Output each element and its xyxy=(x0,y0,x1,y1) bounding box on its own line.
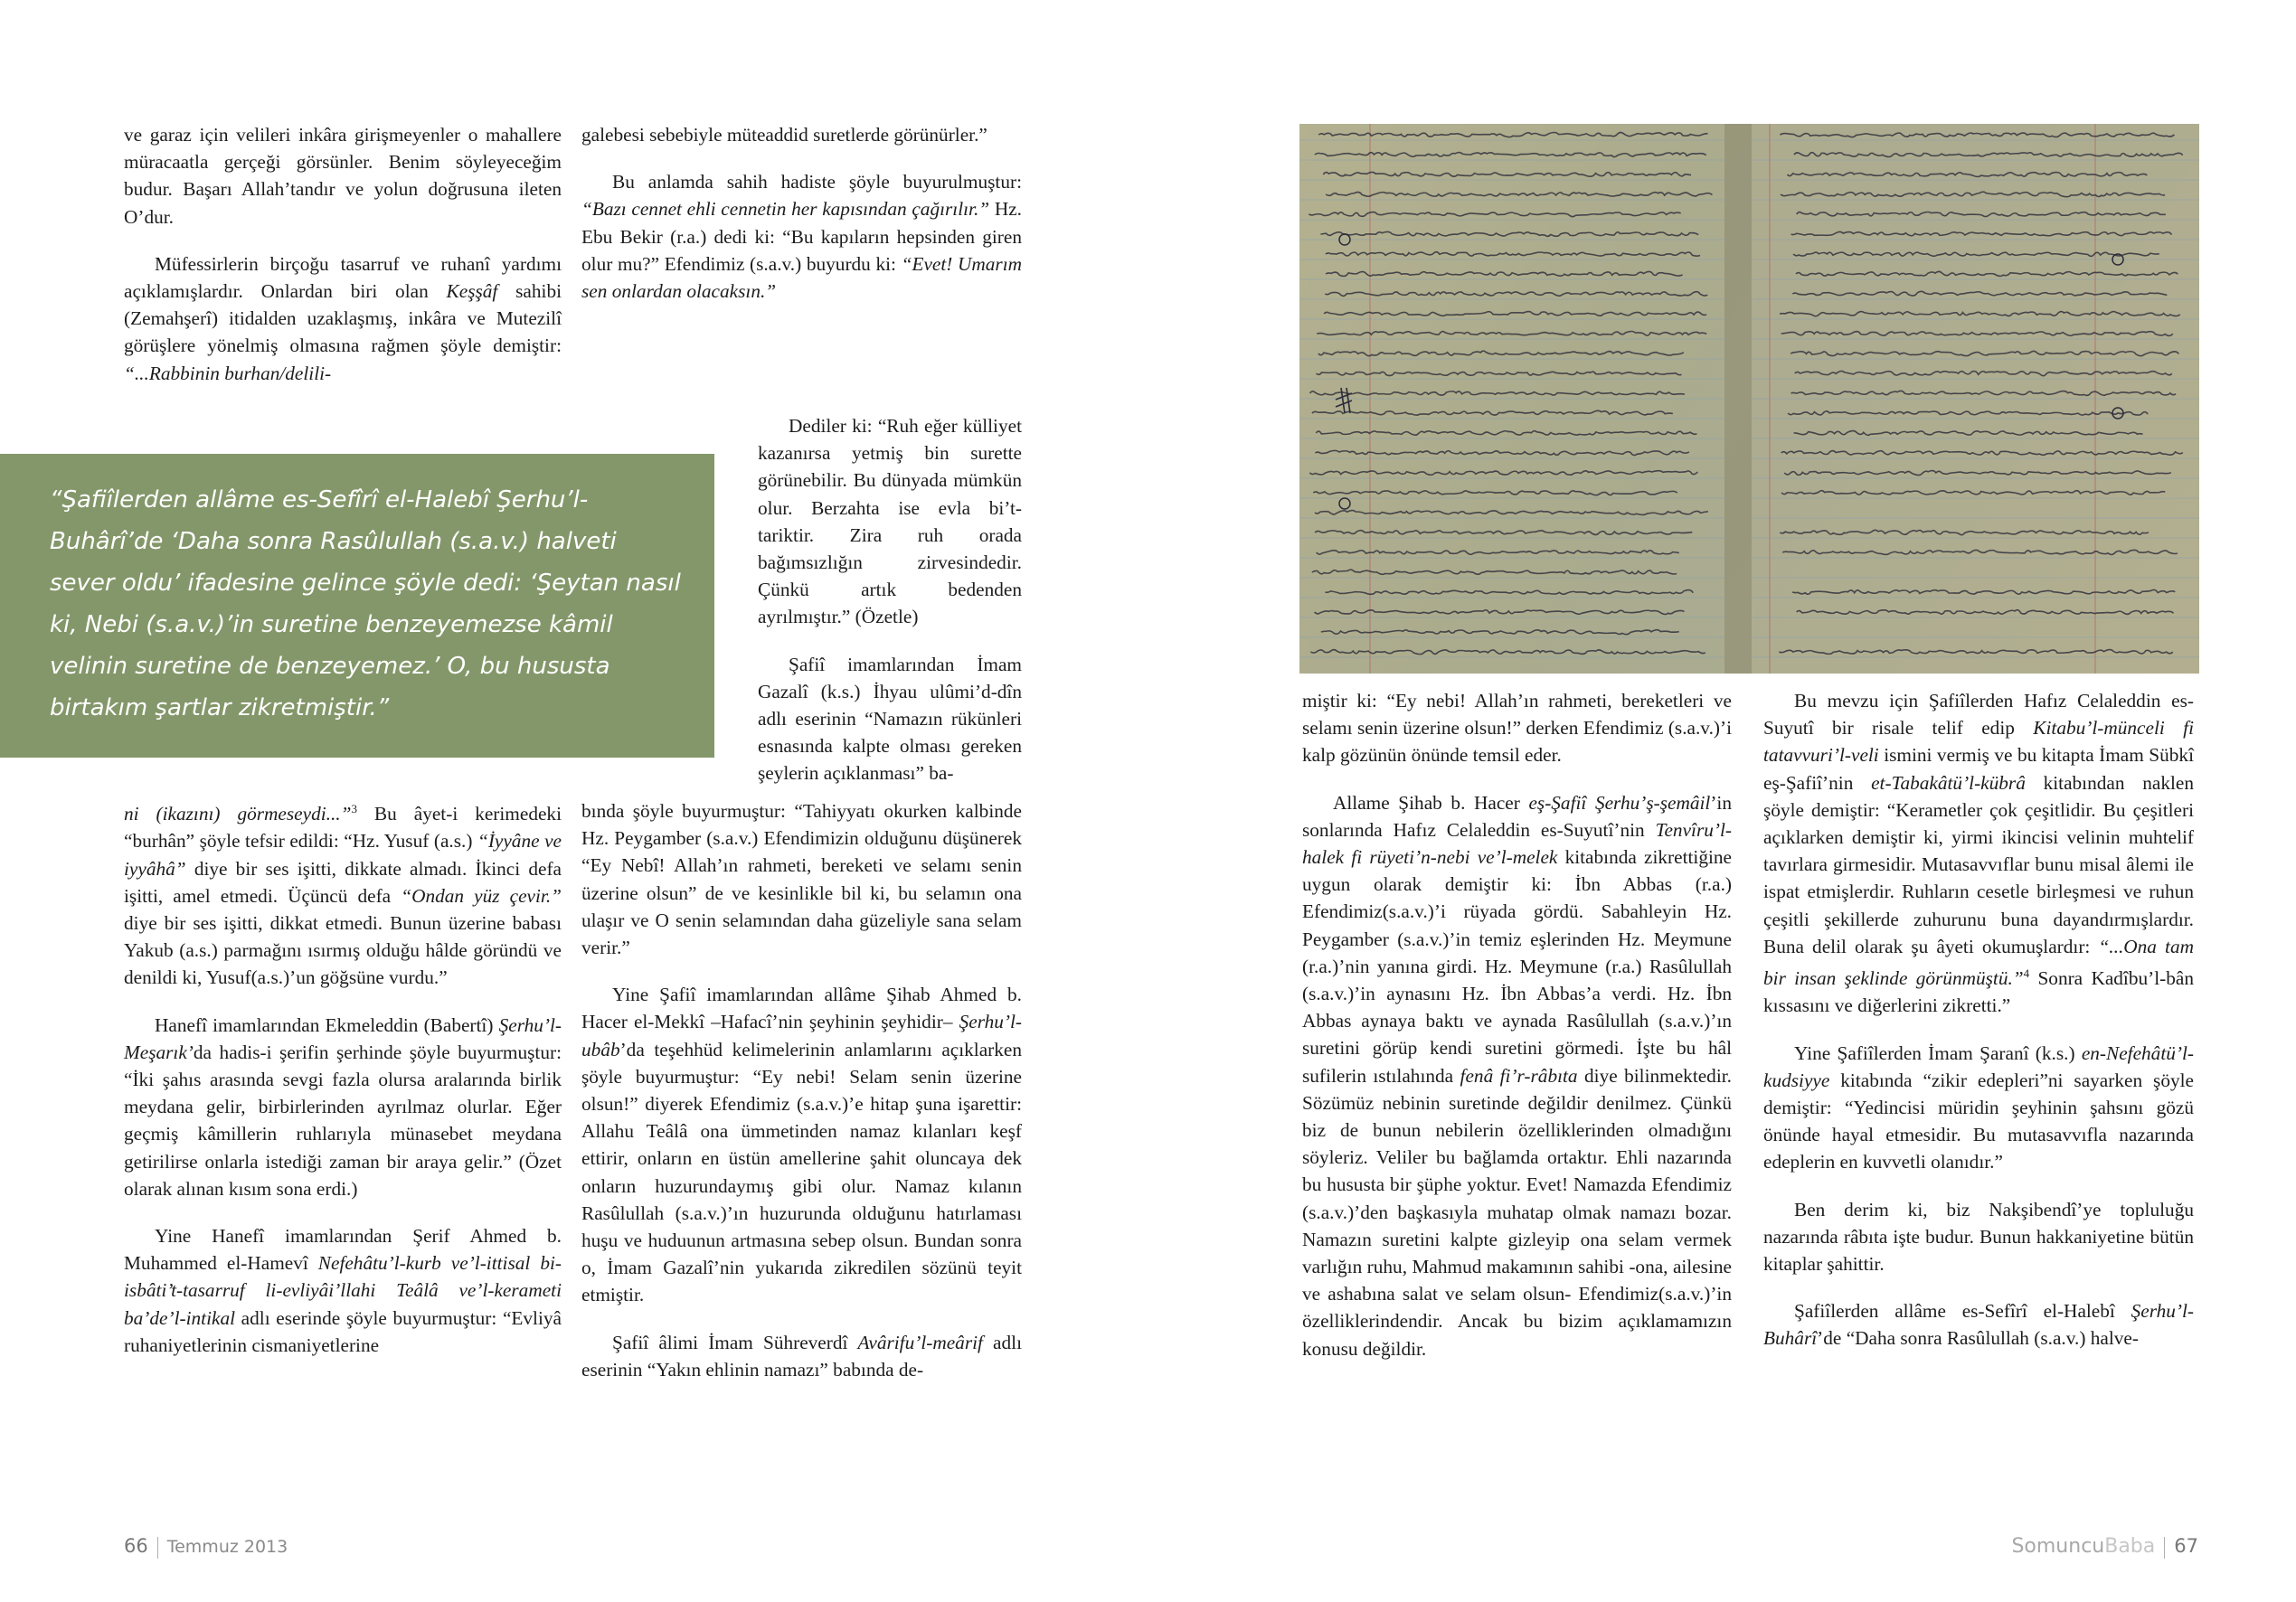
italic-text: Şerhu’l-Meşarık’ xyxy=(124,1013,562,1063)
manuscript-photo xyxy=(1299,124,2199,674)
left-folio xyxy=(124,1535,288,1559)
text-run: sahibi (Zemahşerî) itidalden uzaklaşmış, inkâra ve Mutezilî görüşlere yönelmiş olmasına rağmen şöyle demiştir: xyxy=(124,280,562,357)
italic-text: et-Tabakâtü’l-kübrâ xyxy=(1871,771,2026,794)
text-run: Şafiî imamlarından İmam Gazalî (k.s.) İhyau ulûmi’d-dîn adlı eserinin “Namazın rükünleri esnasında kalpte olması gereken şeylerin açıklanması” ba- xyxy=(758,653,1022,785)
text-run: galebesi sebebiyle müteaddid suretlerde görünürler.” xyxy=(581,124,987,146)
manuscript-drawing xyxy=(1299,124,2199,674)
text-run: Allame Şihab b. Hacer xyxy=(1333,791,1529,814)
left-page-number: 66 xyxy=(124,1535,148,1557)
italic-text: “...Ona tam bir insan şeklinde görünmüştü.” xyxy=(1763,935,2194,990)
left-page-column-2-middle xyxy=(758,412,1022,787)
text-run: Dediler ki: “Ruh eğer külliyet kazanırsa yetmiş bin surette görünebilir. Bu dünyada mümkün olur. Berzahta ise evla bi’t-tariktir. Zira ruh orada bağımsızlığın zirvesindedir. Çünkü artık bedenden ayrılmıştır.” (Özetle) xyxy=(758,415,1022,628)
paragraph xyxy=(124,1012,562,1202)
issue-date: Temmuz 2013 xyxy=(166,1537,288,1557)
italic-text: Tenvîru’l-halek fi rüyeti’n-nebi ve’l-melek xyxy=(1302,818,1732,869)
text-run: adlı eserinde şöyle buyurmuştur: “Evliyâ ruhaniyetlerinin cismaniyetlerine xyxy=(124,1306,562,1356)
italic-text: “Evet! Umarım sen onlardan olacaksın.” xyxy=(581,252,1022,303)
footnote-marker: 4 xyxy=(2023,966,2030,981)
text-run: kitabında “zikir edepleri”ni sayarken şöyle demiştir: “Yedincisi müridin şeyhinin şahsını gözü önünde hayal etmesidir. Bu mutasavvıfla nazarında edeplerin en kuvvetli olanıdır.” xyxy=(1763,1069,2194,1173)
text-run: Yine Şafiî imamlarından allâme Şihab Ahmed b. Hacer el-Mekkî –Hafacî’nin şeyhinin şeyhidir– xyxy=(581,984,1022,1033)
italic-text: “...Rabbinin burhan/delili- xyxy=(124,362,332,384)
italic-text: Nefehâtu’l-kurb ve’l-ittisal bi-isbâti’t-tasarruf li-evliyâi’llahi Teâlâ ve’l-kerameti ba’de’l-intikal xyxy=(124,1252,562,1329)
left-page-column-1-top xyxy=(124,121,562,387)
text-run: diye bir ses işitti, dikkat etmedi. Bunun üzerine babası Yakub (a.s.) parmağını ısırmış olduğu hâlde göründü ve denildi ki, Yusuf(a.s.)’un göğsüne vurdu.” xyxy=(124,911,562,989)
italic-text: Avârifu’l-meârif xyxy=(857,1331,983,1353)
text-run: kitabında zikrettiğine uygun olarak demiştir ki: İbn Abbas (r.a.) Efendimiz(s.a.v.)’i rüyada gördü. Sabahleyin Hz. Peygamber (s.a.v.)’in temiz eşlerinden Hz. Meymune (r.a.)’nin yanına girdi. Hz. Meymune (r.a.) Rasûlullah (s.a.v.)’in aynasını Hz. İbn Abbas’a verdi. Hz. İbn Abbas aynaya baktı ve aynada Rasûlullah (s.a.v.)’ın suretini görüp kendi suretini görmedi. İşte bu hâl sufilerin ıstılahında xyxy=(1302,846,1732,1087)
text-run: Sonra Kadîbu’l-bân kıssasını ve diğerlerini zikretti.” xyxy=(1763,967,2194,1017)
paragraph xyxy=(1763,1196,2194,1278)
paragraph xyxy=(758,651,1022,787)
text-run: ismini vermiş ve bu kitapta İmam Sübkî eş-Şafiî’nin xyxy=(1763,744,2194,794)
paragraph xyxy=(1302,789,1732,1362)
italic-text: en-Nefehâtü’l-kudsiyye xyxy=(1763,1041,2194,1091)
paragraph xyxy=(1763,687,2194,1020)
italic-text: Şerhu’l-ubâb xyxy=(581,1011,1022,1060)
text-run: Yine Şafiîlerden İmam Şaranî (k.s.) xyxy=(1794,1041,2082,1064)
paragraph xyxy=(758,412,1022,631)
paragraph xyxy=(124,1222,562,1359)
right-page-column-1 xyxy=(1302,687,1732,1362)
paragraph xyxy=(1302,687,1732,769)
pull-quote: “Şafiîlerden allâme es-Sefîrî el-Halebî Şerhu’l-Buhârî’de ‘Daha sonra Rasûlullah (s.a.v.) halveti sever oldu’ ifadesine gelince şöyle dedi: ‘Şeytan nasıl ki, Nebi (s.a.v.)’in suretine benzeyemezse kâmil velinin suretine de benzeyemez.’ O, bu hususta birtakım şartlar zikretmiştir.” xyxy=(0,454,714,758)
text-run: diye bilinmektedir. Sözümüz nebinin suretinde değildir denilmez. Çünkü biz de bunun nebilerin özelliklerinden olmadığını söyleriz. Veliler bu bağlamda ortaktır. Ehli nazarında bu hususta bir şüphe yoktur. Evet! Namazda Efendimiz (s.a.v.)’den başkasıyla muhatap olmak namazı bozar. Namazın suretini kalpte gizleyip ona selam vermek varlığın ruhu, Mahmud makamının sahibi -ona, ailesine ve ashabına salat ve selam olsun- Efendimiz(s.a.v.)’in özelliklerindendir. Ancak bu bizim açıklamamızın konusu değildir. xyxy=(1302,1064,1732,1360)
text-run: Hz. Ebu Bekir (r.a.) dedi ki: “Bu kapıların hepsinden giren olur mu?” Efendimiz (s.a.v.) buyurdu ki: xyxy=(581,198,1023,275)
folio-divider xyxy=(2164,1537,2165,1559)
text-run: kitabından naklen şöyle demiştir: “Kerametler çok çeşitlidir. Bu çeşitleri açıklarken demiştir ki, yirmi ikincisi velinin muhtelif tavırlara girmesidir. Mutasavvıflar bunu misal âlemi ile ispat etmişlerdir. Ruhların cesetle birleşmesi ve ruhun çeşitli şekillerde zuhurunu buna dayandırmışlardır. Buna delil olarak şu âyeti okumuşlardır: xyxy=(1763,771,2194,957)
text-run: Şafiî âlimi İmam Sühreverdî xyxy=(612,1331,858,1353)
text-run: Yine Hanefî imamlarından Şerif Ahmed b. Muhammed el-Hamevî xyxy=(124,1224,562,1275)
italic-text: eş-Şafiî Şerhu’ş-şemâil xyxy=(1528,791,1711,814)
text-run: ’in sonlarında Hafız Celaleddin es-Suyutî’nin xyxy=(1302,791,1732,841)
paragraph xyxy=(1763,1297,2194,1352)
text-run: bında şöyle buyurmuştur: “Tahiyyatı okurken kalbinde Hz. Peygamber (s.a.v.) Efendimizin olduğunu düşünerek “Ey Nebî! Allah’ın rahmeti, bereketi ve selamı senin üzerine olsun” de ve kesinlikle bil ki, bu selamın ona ulaşır ve O senin selamından daha güzeliyle sana selam verir.” xyxy=(581,800,1022,959)
text-run: ’de “Daha sonra Rasûlullah (s.a.v.) halve- xyxy=(1817,1327,2139,1350)
italic-text: “İyyâne ve iyyâhâ” xyxy=(124,830,562,880)
text-run: miştir ki: “Ey nebi! Allah’ın rahmeti, bereketleri ve selamı senin üzerine olsun!” derken Efendimiz (s.a.v.)’i kalp gözünün önünde temsil eder. xyxy=(1302,690,1732,767)
text-run: Hanefî imamlarından Ekmeleddin (Babertî) xyxy=(155,1013,499,1036)
italic-text: “Bazı cennet ehli cennetin her kapısından çağırılır.” xyxy=(581,198,990,221)
right-page-number: 67 xyxy=(2174,1535,2198,1557)
text-run: Bu âyet-i kerimedeki “burhân” şöyle tefsir edildi: “Hz. Yusuf (a.s.) xyxy=(124,803,562,853)
paragraph xyxy=(1763,1040,2194,1176)
right-page-column-2 xyxy=(1763,687,2194,1352)
paragraph xyxy=(581,981,1022,1308)
paragraph xyxy=(581,121,1022,148)
left-page-column-1-bottom xyxy=(124,796,562,1359)
paragraph xyxy=(581,1329,1022,1383)
paragraph xyxy=(581,797,1022,961)
italic-text: fenâ fi’r-râbıta xyxy=(1460,1064,1578,1087)
paragraph xyxy=(581,168,1022,305)
left-page-column-2-bottom xyxy=(581,797,1022,1383)
text-run: Müfessirlerin birçoğu tasarruf ve ruhanî yardımı açıklamışlardır. Onlardan biri olan xyxy=(124,252,562,303)
right-folio xyxy=(2011,1535,2198,1559)
text-run: ve garaz için velileri inkâra girişmeyenler o mahallere müracaatla gerçeği görsünler. Benim söyleyeceğim budur. Başarı Allah’tandır ve yolun doğrusuna ileten O’dur. xyxy=(124,124,562,228)
paragraph xyxy=(124,121,562,231)
text-run: Bu anlamda sahih hadiste şöyle buyurulmuştur: xyxy=(612,171,1022,193)
text-run: Bu mevzu için Şafiîlerden Hafız Celaleddin es-Suyutî bir risale telif edip xyxy=(1763,690,2194,740)
footnote-marker: 3 xyxy=(351,802,357,815)
paragraph xyxy=(124,796,562,992)
text-run: diye bir ses işitti, dikkate almadı. İkinci defa işitti, amel etmedi. Üçüncü defa xyxy=(124,857,562,907)
text-run: Şafiîlerden allâme es-Sefîrî el-Halebî xyxy=(1794,1300,2131,1323)
text-run: adlı eserinin “Yakın ehlinin namazı” babında de- xyxy=(581,1331,1022,1381)
folio-divider xyxy=(157,1537,158,1559)
italic-text: Kitabu’l-münceli fi tatavvuri’l-veli xyxy=(1763,717,2194,767)
brand-name-part1: Somuncu xyxy=(2011,1535,2105,1558)
italic-text: ni (ikazını) görmeseydi...” xyxy=(124,803,352,825)
text-run: da hadis-i şerifin şerhinde şöyle buyurmuştur: “İki şahıs arasında sevgi fazla olursa aralarında birlik meydana gelir, birbirlerinden ayrılmaz olurlar. Eğer geçmiş kâmillerin ruhlarıyla münasebet meydana getirilirse onlarla istediği zaman bir araya gelir.” (Özet olarak alınan kısım sona erdi.) xyxy=(124,1041,562,1200)
paragraph xyxy=(124,250,562,387)
italic-text: Şerhu’l-Buhârî xyxy=(1763,1300,2194,1350)
text-run: Ben derim ki, biz Nakşibendî’ye topluluğu nazarında râbıta işte budur. Bunun hakkaniyetine bütün kitaplar şahittir. xyxy=(1763,1198,2194,1275)
italic-text: Keşşâf xyxy=(446,280,498,303)
left-page-column-2-top xyxy=(581,121,1022,305)
brand-name-part2: Baba xyxy=(2104,1535,2156,1558)
italic-text: “Ondan yüz çevir.” xyxy=(401,884,562,907)
text-run: ’da teşehhüd kelimelerinin anlamlarını açıklarken şöyle buyurmuştur: “Ey nebi! Selam senin üzerine olsun!” diyerek Efendimiz (s.a.v.)’e hitap şuna işarettir: Allahu Teâlâ ona ümmetinden namaz kılanları keşf ettirir, onların en üstün amellerine şahit oluncaya dek onların huzurundaymış gibi olur. Namaz kılanın Rasûlullah (s.a.v.)’ın huzurunda olduğunu hatırlaması huşu ve huduunun artmasına sebep olsun. Bundan sonra o, İmam Gazalî’nin yukarıda zikredilen sözünü teyit etmiştir. xyxy=(581,1038,1022,1306)
